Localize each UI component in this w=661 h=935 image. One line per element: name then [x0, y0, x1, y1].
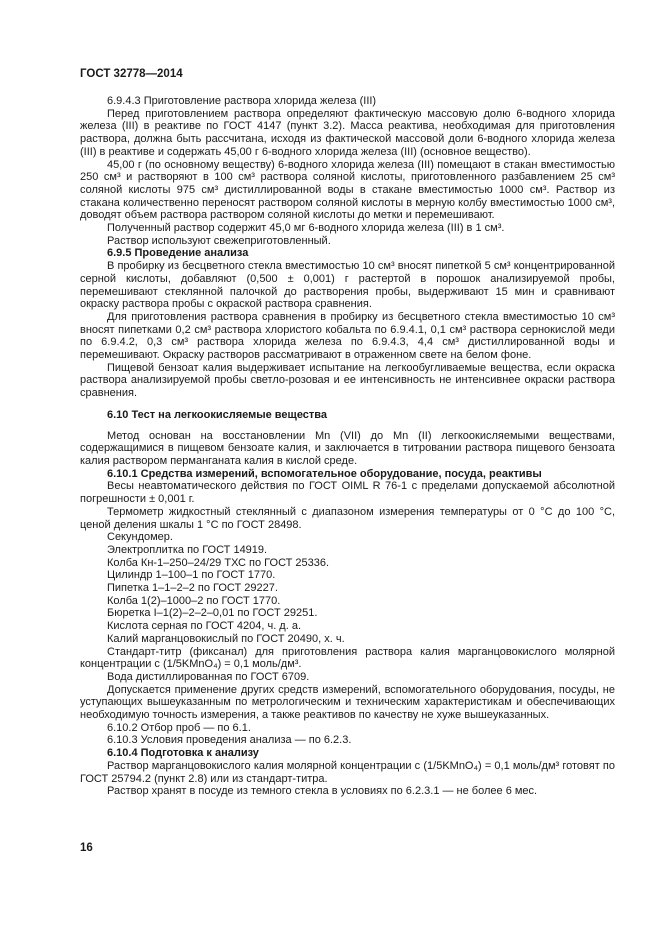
paragraph: Кислота серная по ГОСТ 4204, ч. д. а. — [107, 620, 302, 633]
paragraph: Стандарт-титр (фиксанал) для приготовления раствора калия марганцовокислого молярной концентрации с (1/5KMnO₄) = 0,1 моль/дм³. — [80, 645, 615, 671]
paragraph: Термометр жидкостный стеклянный с диапазоном измерения температуры от 0 °С до 100 °С, ценой деления шкалы 1 °С по ГОСТ 28498. — [80, 505, 615, 531]
paragraph: В пробирку из бесцветного стекла вместимостью 10 см³ вносят пипеткой 5 см³ концентрированной серной кислоты, добавляют (0,500 ± 0,001) г растертой в порошок анализируемой пробы, перемешивают стеклянной палочкой до растворения пробы, выдерживают 15 мин и сравнивают окраску раствора пробы с окраской раствора сравнения. — [80, 260, 615, 311]
page-number: 16 — [80, 842, 93, 854]
paragraph: 6.10.2 Отбор проб — по 6.1. — [107, 721, 251, 734]
paragraph: Полученный раствор содержит 45,0 мг 6-водного хлорида железа (III) в 1 см³. — [107, 222, 505, 235]
section-heading: 6.9.5 Проведение анализа — [107, 247, 249, 260]
paragraph: Допускается применение других средств измерений, вспомогательного оборудования, посуды, не уступающих вышеуказанным по метрологическим и техническим характеристикам и обеспечивающих необходимую точность измерения, а также реактивов по качеству не хуже вышеуказанных. — [80, 683, 615, 722]
paragraph: Секундомер. — [107, 531, 173, 544]
paragraph: 45,00 г (по основному веществу) 6-водного хлорида железа (III) помещают в стакан вместимостью 250 см³ и растворяют в 100 см³ раствора соляной кислоты, приготовленного разбавлением 25 см³ соляной кислоты 975 см³ дистиллированной воды в стакане вместимостью 1000 см³. Раствор из стакана количественно переносят раствором соляной кислоты в мерную колбу вместимостью 1000 см³, доводят объем раствора раствором соляной кислоты до метки и перемешивают. — [80, 158, 615, 222]
paragraph: Колба 1(2)–1000–2 по ГОСТ 1770. — [107, 594, 281, 607]
paragraph: Калий марганцовокислый по ГОСТ 20490, х. ч. — [107, 632, 345, 645]
paragraph: Весы неавтоматического действия по ГОСТ OIML R 76-1 с пределами допускаемой абсолютной погрешности ± 0,001 г. — [80, 480, 615, 506]
paragraph: Раствор хранят в посуде из темного стекла в условиях по 6.2.3.1 — не более 6 мес. — [107, 785, 538, 798]
paragraph: Цилиндр 1–100–1 по ГОСТ 1770. — [107, 569, 276, 582]
document-header: ГОСТ 32778—2014 — [80, 68, 183, 80]
section-heading: 6.10.4 Подготовка к анализу — [107, 747, 259, 760]
paragraph: Бюретка I–1(2)–2–2–0,01 по ГОСТ 29251. — [107, 607, 318, 620]
paragraph: Вода дистиллированная по ГОСТ 6709. — [107, 670, 310, 683]
document-body — [80, 95, 615, 798]
paragraph: Для приготовления раствора сравнения в пробирку из бесцветного стекла вместимостью 10 см³ вносят пипетками 0,2 см³ раствора хлористого кобальта по 6.9.4.1, 0,1 см³ раствора сернокислой меди по 6.9.4.2, 0,3 см³ раствора хлорида железа по 6.9.4.3, 4,4 см³ дистиллированной воды и перемешивают. Окраску растворов рассматривают в отраженном свете на белом фоне. — [80, 310, 615, 362]
paragraph: Колба Кн-1–250–24/29 ТХС по ГОСТ 25336. — [107, 556, 330, 569]
section-heading: 6.10 Тест на легкоокисляемые вещества — [107, 408, 328, 421]
paragraph: Раствор марганцовокислого калия молярной концентрации с (1/5KMnO₄) = 0,1 моль/дм³ готовят по ГОСТ 25794.2 (пункт 2.8) или из стандарт-титра. — [80, 759, 615, 785]
paragraph: Электроплитка по ГОСТ 14919. — [107, 543, 268, 556]
paragraph: Пипетка 1–1–2–2 по ГОСТ 29227. — [107, 582, 278, 595]
paragraph: Раствор используют свежеприготовленный. — [107, 234, 331, 247]
paragraph: Метод основан на восстановлении Mn (VII) до Mn (II) легкоокисляемыми веществами, содержащимися в пищевом бензоате калия, и заключается в титровании раствора пищевого бензоата калия раствором перманганата калия в кислой среде. — [80, 429, 615, 467]
section-heading: 6.10.1 Средства измерений, вспомогательное оборудование, посуда, реактивы — [107, 467, 542, 480]
paragraph: 6.10.3 Условия проведения анализа — по 6.2.3. — [107, 734, 352, 747]
paragraph: Пищевой бензоат калия выдерживает испытание на легкообугливаемые вещества, если окраска раствора анализируемой пробы светло-розовая и ее интенсивность не интенсивнее окраски раствора сравнения. — [80, 361, 615, 400]
paragraph: 6.9.4.3 Приготовление раствора хлорида железа (III) — [107, 95, 377, 107]
paragraph: Перед приготовлением раствора определяют фактическую массовую долю 6-водного хлорида железа (III) в реактиве по ГОСТ 4147 (пункт 3.2). Масса реактива, необходимая для приготовления раствора, должна быть рассчитана, исходя из фактической массовой доли 6-водного хлорида железа (III) в реактиве и содержать 45,00 г 6-водного хлорида железа (III) (основное вещество). — [80, 107, 615, 158]
